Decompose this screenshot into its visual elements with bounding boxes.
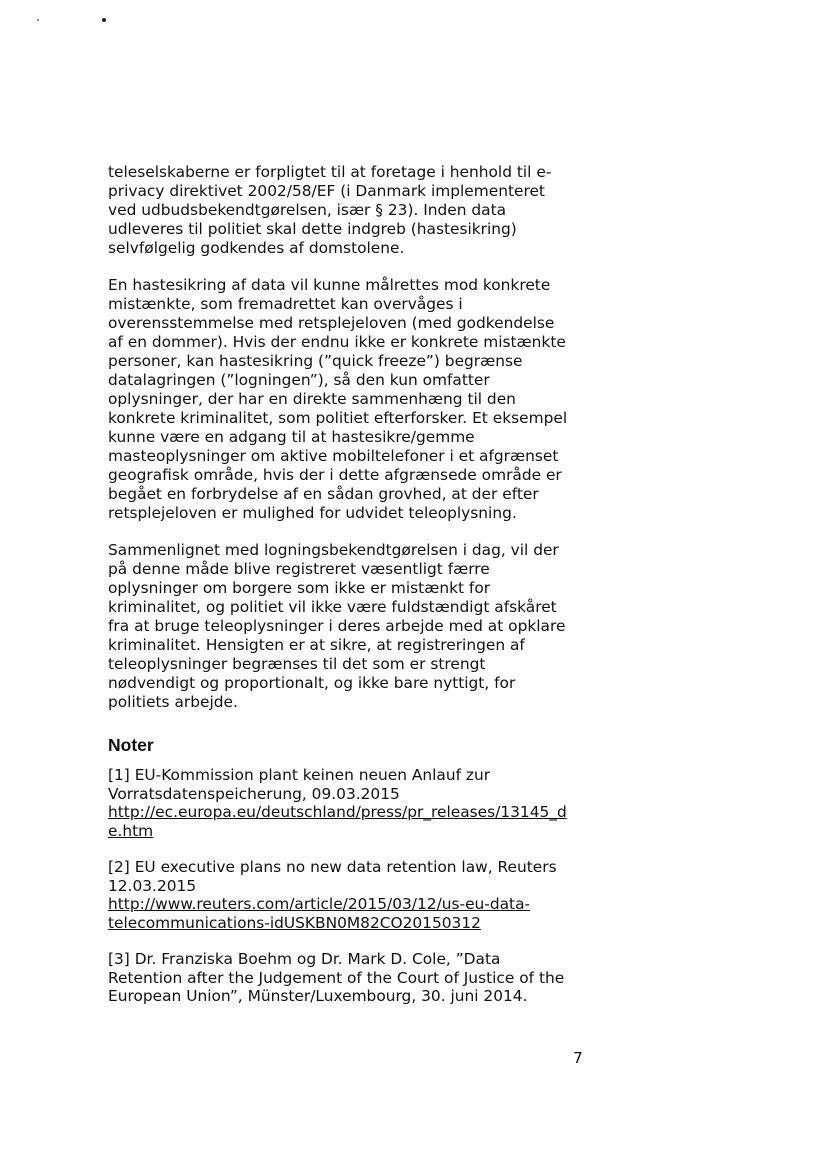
footnote-2: [108, 858, 588, 932]
text-line: oplysninger om borgere som ikke er mistænkt for: [108, 579, 491, 597]
document-page: [108, 163, 598, 1024]
text-line: datalagringen (”logningen”), så den kun omfatter: [108, 371, 490, 389]
text-line: mistænkte, som fremadrettet kan overvåges i: [108, 295, 463, 313]
text-line: ved udbudsbekendtgørelsen, især § 23). Inden data: [108, 201, 507, 219]
footnote-link[interactable]: http://www.reuters.com/article/2015/03/12/us-eu-data-: [108, 895, 531, 913]
text-line: kriminalitet, og politiet vil ikke være fuldstændigt afskåret: [108, 598, 557, 616]
footnote-link-line[interactable]: [108, 822, 588, 841]
text-line: teleselskaberne er forpligtet til at foretage i henhold til e-: [108, 163, 552, 181]
footnote-text-line: 12.03.2015: [108, 876, 197, 895]
footnote-text-line: [2] EU executive plans no new data retention law, Reuters: [108, 858, 557, 876]
text-line: oplysninger, der har en direkte sammenhæng til den: [108, 390, 516, 408]
scan-speck: [37, 19, 39, 21]
footnote-text-line: European Union”, Münster/Luxembourg, 30. juni 2014.: [108, 987, 528, 1005]
text-line: teleoplysninger begrænses til det som er strengt: [108, 655, 486, 673]
text-line: selvfølgelig godkendes af domstolene.: [108, 239, 405, 257]
text-line: retsplejeloven er mulighed for udvidet teleoplysning.: [108, 504, 517, 522]
footnote-link[interactable]: e.htm: [108, 821, 154, 840]
text-line: kriminalitet. Hensigten er at sikre, at registreringen af: [108, 636, 525, 654]
footnote-link-line[interactable]: [108, 895, 588, 914]
text-line: politiets arbejde.: [108, 693, 238, 711]
footnote-text-line: Retention after the Judgement of the Court of Justice of the: [108, 968, 565, 987]
text-line: fra at bruge teleoplysninger i deres arbejde med at opklare: [108, 617, 566, 635]
text-line: konkrete kriminalitet, som politiet efterforsker. Et eksempel: [108, 409, 568, 427]
text-line: udleveres til politiet skal dette indgreb (hastesikring): [108, 220, 517, 238]
notes-heading: Noter: [108, 735, 154, 755]
text-line: privacy direktivet 2002/58/EF (i Danmark implementeret: [108, 182, 545, 200]
footnote-link[interactable]: telecommunications-idUSKBN0M82CO20150312: [108, 913, 481, 932]
footnote-text-line: Vorratsdatenspeicherung, 09.03.2015: [108, 784, 400, 803]
footnote-link[interactable]: http://ec.europa.eu/deutschland/press/pr_releases/13145_d: [108, 803, 567, 821]
text-line: masteoplysninger om aktive mobiltelefoner i et afgrænset: [108, 447, 559, 465]
text-line: En hastesikring af data vil kunne målrettes mod konkrete: [108, 276, 551, 294]
text-line: kunne være en adgang til at hastesikre/gemme: [108, 428, 475, 446]
footnote-1: [108, 766, 588, 840]
footnote-text-line: [1] EU-Kommission plant keinen neuen Anlauf zur: [108, 766, 491, 784]
text-line: på denne måde blive registreret væsentligt færre: [108, 560, 490, 578]
text-line: begået en forbrydelse af en sådan grovhed, at der efter: [108, 485, 539, 503]
footnote-link-line[interactable]: [108, 914, 588, 933]
footnote-text-line: [3] Dr. Franziska Boehm og Dr. Mark D. Cole, ”Data: [108, 950, 501, 968]
text-line: overensstemmelse med retsplejeloven (med godkendelse: [108, 314, 555, 332]
text-line: personer, kan hastesikring (”quick freeze”) begrænse: [108, 352, 523, 370]
footnote-link-line[interactable]: [108, 803, 588, 822]
text-line: geografisk område, hvis der i dette afgrænsede område er: [108, 466, 562, 484]
footnote-3: [108, 950, 588, 1006]
body-paragraph-3: [108, 541, 586, 712]
page-number: 7: [573, 1049, 583, 1067]
text-line: nødvendigt og proportionalt, og ikke bare nyttigt, for: [108, 674, 516, 692]
body-paragraph-2: [108, 276, 586, 523]
text-line: Sammenlignet med logningsbekendtgørelsen i dag, vil der: [108, 541, 559, 559]
text-line: af en dommer). Hvis der endnu ikke er konkrete mistænkte: [108, 333, 566, 351]
scan-speck: [102, 18, 106, 22]
body-paragraph-1: [108, 163, 586, 258]
